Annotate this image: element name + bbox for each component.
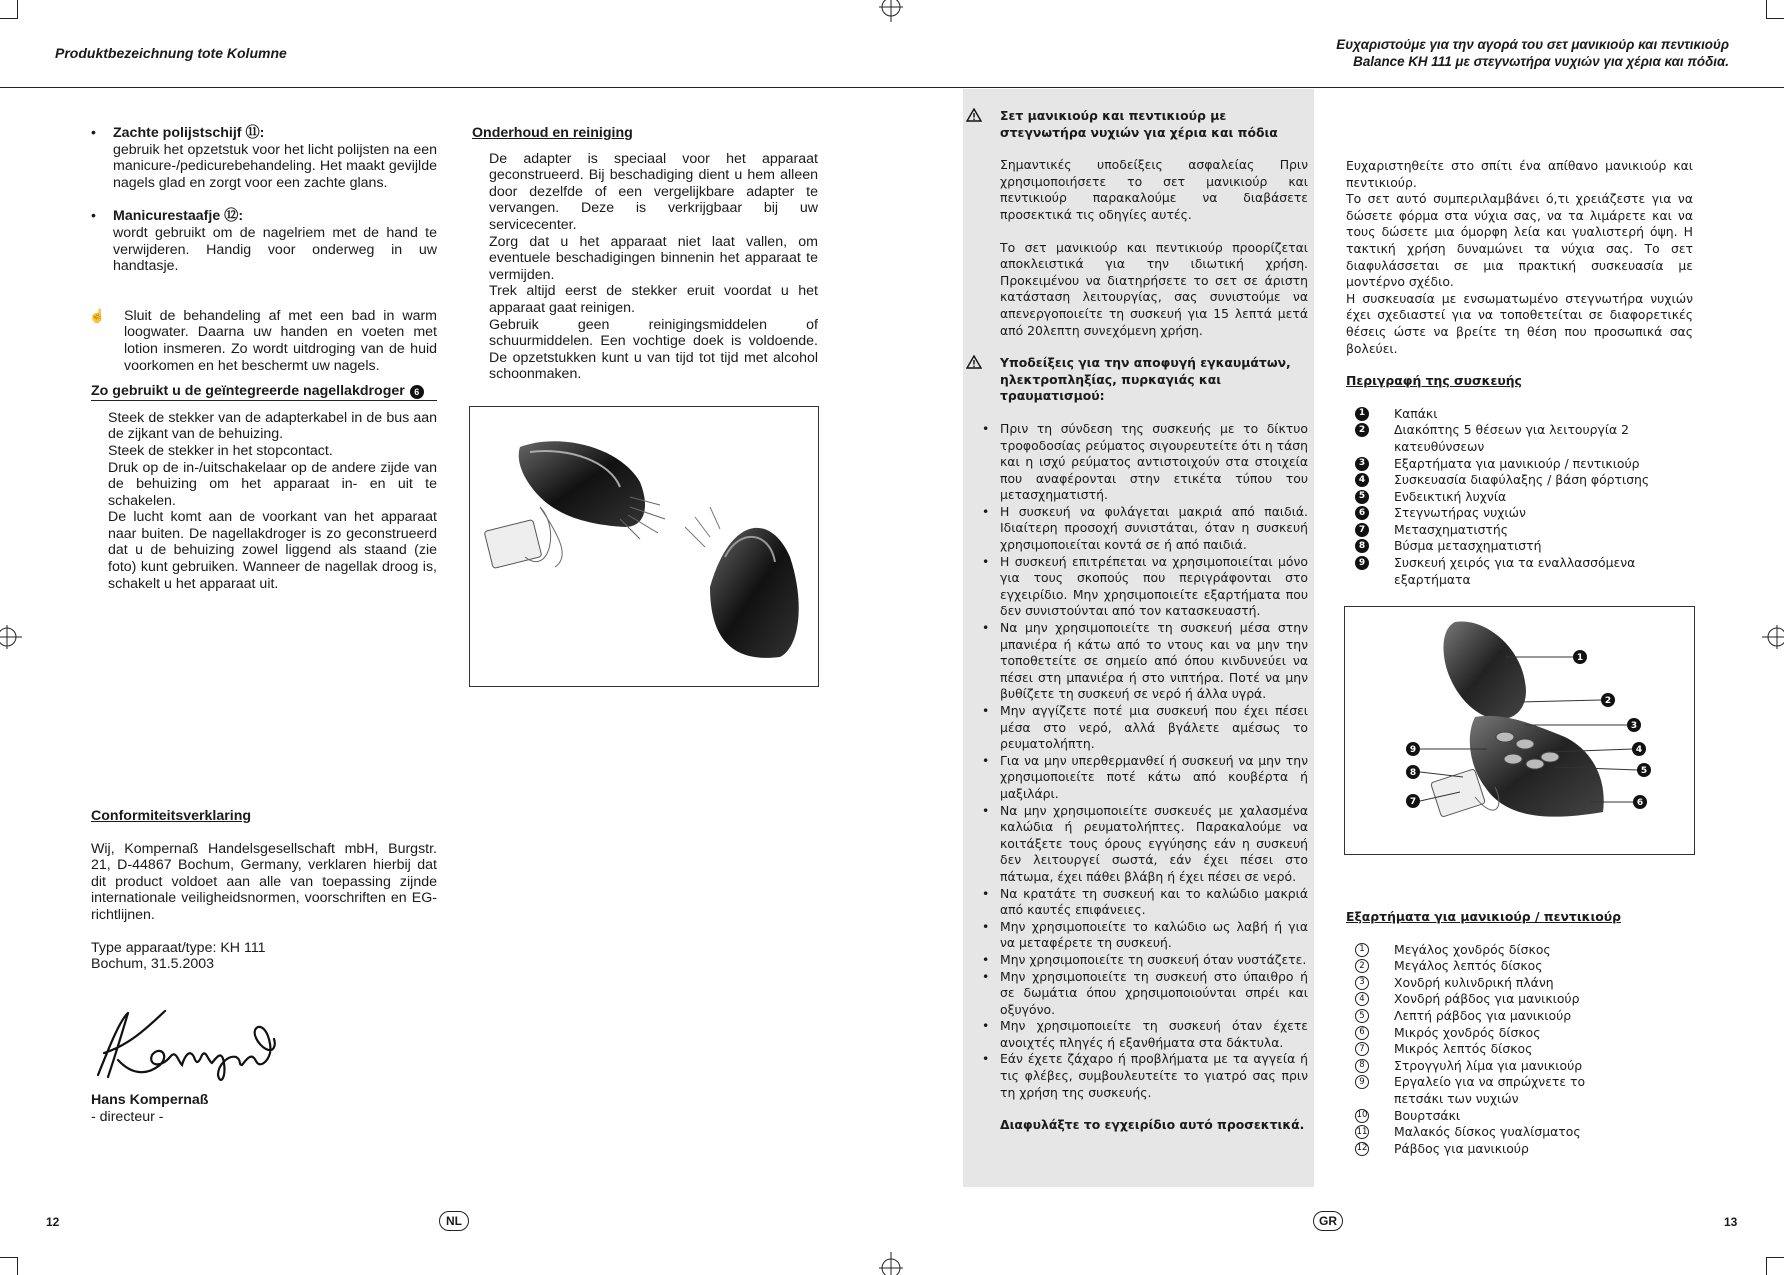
nl-tip	[91, 308, 437, 374]
gr-desc-item	[1346, 489, 1693, 506]
bullet-dot: •	[982, 420, 990, 436]
gr-safety-title: Σετ μανικιούρ και πεντικιούρ με στεγνωτήρα νυχιών για χέρια και πόδια	[1000, 108, 1278, 140]
accessory-label: Εργαλείο για να σπρώχνετε το πετσάκι των νυχιών	[1394, 1074, 1586, 1106]
figure-label: 9	[1409, 745, 1417, 755]
gr-acc-heading: Εξαρτήματα για μανικιούρ / πεντικιούρ	[1346, 909, 1622, 924]
gr-acc-item	[1346, 1008, 1693, 1025]
gr-desc-list	[1346, 406, 1693, 589]
header-right-title	[1336, 36, 1729, 70]
nl-tip-text: Sluit de behandeling af met een bad in warm loogwater. Daarna uw handen en voeten met lotion insmeren. Zo wordt uitdroging van de huid voorkomen en het beschermt uw nagels.	[124, 307, 437, 374]
header-left-title: Produktbezeichnung tote Kolumne	[55, 45, 287, 61]
gr-hazard-title: Υποδείξεις για την αποφυγή εγκαυμάτων, ηλεκτροπληξίας, πυρκαγιάς και τραυματισμού:	[1000, 355, 1291, 404]
crop-mark	[1766, 1257, 1784, 1258]
gr-hazard-item-text: Να μην χρησιμοποιείτε συσκευές με χαλασμένα καλώδια ή ρευματολήπτες. Παρακαλούμε να κοιτάξετε τους όρους εγγύησης εάν η συσκευή δεν λειτουργεί σωστά, εάν έχει πέσει στο πάτωμα, έχει πάθει βλάβη ή έχει πέσει σε νερό.	[1000, 802, 1308, 884]
bullet-dot: •	[982, 1018, 990, 1034]
part-label: Μετασχηματιστής	[1394, 521, 1509, 537]
nl-device-photo	[469, 406, 819, 687]
gr-thanks-text: Ευχαριστηθείτε στο σπίτι ένα απίθανο μανικιούρ και πεντικιούρ. Το σετ αυτό συμπεριλαμβάνει ό,τι χρειάζεστε για να δώσετε φόρμα στα νύχια σας, να τα λιμάρετε και να τους δώσετε μια όμορφη λεία και γυαλιστερή όψη. Η τακτική χρήση δυναμώνει τα νύχια σας. Το σετ διαφυλάσσεται σε μια πρακτική συσκευασία με μοντέρνο σχέδιο. Η συσκευασία με ενσωματωμένο στεγνωτήρα νυχιών έχει σχεδιαστεί για να τοποθετείται σε διαφορετικές θέσεις ώστε να βρείτε τη θέση που προσωπικά σας βολεύει.	[1346, 158, 1693, 356]
gr-acc-item	[1346, 1124, 1693, 1141]
figure-label: 3	[1630, 721, 1638, 731]
header-right-title-line1: Ευχαριστούμε για την αγορά του σετ μανικιούρ και πεντικιούρ	[1336, 37, 1729, 52]
gr-hazard-item	[982, 620, 1308, 703]
part-number: 5	[1355, 490, 1369, 504]
nl-conformity-heading: Conformiteitsverklaring	[91, 808, 252, 824]
nl-column-2	[472, 125, 818, 383]
part-label: Συσκευή χειρός για τα εναλλασσόμενα εξαρτήματα	[1394, 555, 1636, 587]
accessory-number: 12	[1355, 1142, 1369, 1156]
gr-hazard-item	[982, 969, 1308, 1019]
gr-desc-item	[1346, 456, 1693, 473]
gr-acc-item	[1346, 958, 1693, 975]
gr-hazard-item-text: Να κρατάτε τη συσκευή και το καλώδιο μακριά από καυτές επιφάνειες.	[1000, 885, 1308, 918]
bullet-dot: •	[982, 951, 990, 967]
gr-hazard-item	[982, 703, 1308, 753]
gr-hazard-item-text: Μην αγγίζετε ποτέ μια συσκευή που έχει πέσει μέσα στο νερό, αλλά βγάλετε αμέσως το ρευματολήπτη.	[1000, 703, 1308, 752]
accessory-number: 10	[1355, 1109, 1369, 1123]
gr-hazard-list	[982, 421, 1308, 1101]
gr-acc-item	[1346, 1074, 1693, 1107]
bullet-dot: •	[982, 553, 990, 569]
nl-bullet2-text: wordt gebruikt om de nagelriem met de hand te verwijderen. Handig voor onderweg in uw handtasje.	[113, 224, 437, 275]
gr-lang-badge: GR	[1313, 1211, 1343, 1231]
accessory-label: Βουρτσάκι	[1394, 1107, 1461, 1123]
part-label: Εξαρτήματα για μανικιούρ / πεντικιούρ	[1394, 455, 1640, 471]
part-label: Ενδεικτική λυχνία	[1394, 488, 1507, 504]
figure-label: 8	[1409, 768, 1417, 778]
gr-hazard-item	[982, 421, 1308, 504]
bullet-dot: •	[982, 802, 990, 818]
accessory-label: Μικρός λεπτός δίσκος	[1394, 1041, 1533, 1057]
gr-safety-title-row	[966, 108, 1308, 141]
gr-hazard-item	[982, 886, 1308, 919]
header-rule	[0, 87, 1784, 88]
part-number: 4	[1355, 473, 1369, 487]
gr-hazard-item	[982, 753, 1308, 803]
gr-hazard-item	[982, 504, 1308, 554]
crop-mark	[17, 1257, 18, 1275]
accessory-number: 9	[1355, 1075, 1369, 1089]
bullet-dot: •	[982, 620, 990, 636]
nl-care-heading: Onderhoud en reiniging	[472, 125, 633, 141]
registration-mark-right	[1762, 622, 1784, 652]
crop-mark	[1766, 0, 1767, 18]
gr-hazard-item-text: Η συσκευή επιτρέπεται να χρησιμοποιείται μόνο για τους σκοπούς που περιγράφονται στο εγχειρίδιο. Μην χρησιμοποιείτε εξαρτήματα που δεν συνιστούνται από τον κατασκευαστή.	[1000, 553, 1308, 619]
nl-column-1	[91, 125, 437, 592]
gr-acc-item	[1346, 1108, 1693, 1125]
nl-signatory-role: - directeur -	[91, 1108, 164, 1125]
gr-hazard-item	[982, 803, 1308, 886]
gr-hazard-item	[982, 1018, 1308, 1051]
gr-hazard-item	[982, 919, 1308, 952]
gr-acc-item	[1346, 975, 1693, 992]
nl-page-number: 12	[46, 1215, 60, 1229]
gr-hazard-item-text: Για να μην υπερθερμανθεί ή συσκευή να μην την χρησιμοποιείτε ποτέ κάτω από κουβέρτα ή μαξιλάρι.	[1000, 752, 1308, 801]
accessory-label: Ράβδος για μανικιούρ	[1394, 1140, 1529, 1156]
accessory-number: 2	[1355, 959, 1369, 973]
accessory-number: 5	[1355, 1009, 1369, 1023]
part-number: 2	[1355, 423, 1369, 437]
gr-hazard-item-text: Η συσκευή να φυλάγεται μακριά από παιδιά. Ιδιαίτερη προσοχή συνιστάται, όταν η συσκευή χρησιμοποιείται κοντά σε ή από παιδιά.	[1000, 503, 1308, 553]
bullet-dot: •	[982, 1051, 990, 1067]
nl-bullet-manicure-stick	[91, 208, 437, 274]
part-number: 8	[1355, 539, 1369, 553]
crop-mark	[0, 1257, 18, 1258]
gr-device-figure	[1344, 606, 1695, 855]
registration-mark-top	[876, 0, 906, 22]
accessory-label: Μεγάλος λεπτός δίσκος	[1394, 958, 1543, 974]
part-label: Βύσμα μετασχηματιστή	[1394, 538, 1542, 554]
gr-hazard-item	[982, 952, 1308, 969]
figure-label: 5	[1640, 766, 1648, 776]
gr-hazard-item-text: Μην χρησιμοποιείτε τη συσκευή όταν νυστάζετε.	[1000, 951, 1307, 967]
gr-desc-item	[1346, 522, 1693, 539]
bullet-dot: •	[982, 968, 990, 984]
crop-mark	[0, 18, 18, 19]
accessory-label: Μεγάλος χονδρός δίσκος	[1394, 941, 1551, 957]
figure-label: 1	[1576, 653, 1584, 663]
gr-hazard-item	[982, 1051, 1308, 1101]
gr-desc-item	[1346, 422, 1693, 455]
nl-dryer-heading-num: 6	[410, 385, 424, 399]
gr-safety-column	[966, 108, 1308, 1134]
nl-place-date: Bochum, 31.5.2003	[91, 956, 215, 973]
crop-mark	[1766, 1257, 1767, 1275]
part-number: 3	[1355, 457, 1369, 471]
warning-icon	[966, 355, 1000, 405]
accessory-number: 8	[1355, 1059, 1369, 1073]
gr-hazard-item-text: Μην χρησιμοποιείτε το καλώδιο ως λαβή ή για να μεταφέρετε τη συσκευή.	[1000, 918, 1308, 951]
nl-care-text: De adapter is speciaal voor het apparaat geconstrueerd. Bij beschadiging dient u hem alleen door dezelfde of een vergelijkbare adapter te vervangen. Deze is verkrijgbaar bij uw servicecenter. Zorg dat u het apparaat niet laat vallen, om eventuele beschadigingen binnenin het apparaat te vermijden. Trek altijd eerst de stekker eruit voordat u het apparaat gaat reinigen. Gebruik geen reinigingsmiddelen of schuurmiddelen. Een vochtige doek is voldoende. De opzetstukken kunt u van tijd tot tijd met alcohol schoonmaken.	[489, 150, 818, 383]
gr-hazard-item-text: Να μην χρησιμοποιείτε τη συσκευή μέσα στην μπανιέρα ή κάτω από το ντους και να μην την τοποθετείτε σε σημείο από όπου κινδυνεύει να πέσει στη μπανιέρα ή στο νιπτήρα. Ποτέ να μην βυθίζετε τη συσκευή σε νερό ή άλλα υγρά.	[1000, 620, 1308, 702]
figure-label: 2	[1604, 696, 1612, 706]
crop-mark	[17, 0, 18, 18]
nl-signatory	[91, 1092, 208, 1125]
gr-acc-item	[1346, 1041, 1693, 1058]
gr-desc-item	[1346, 472, 1693, 489]
figure-label: 7	[1409, 797, 1417, 807]
part-label: Καπάκι	[1394, 405, 1438, 421]
registration-mark-left	[0, 622, 22, 652]
gr-acc-item	[1346, 942, 1693, 959]
bullet-dot: •	[982, 918, 990, 934]
accessory-label: Μαλακός δίσκος γυαλίσματος	[1394, 1124, 1581, 1140]
accessory-label: Χονδρή ράβδος για μανικιούρ	[1394, 991, 1580, 1007]
nl-conformity-text: Wij, Kompernaß Handelsgesellschaft mbH, Burgstr. 21, D-44867 Bochum, Germany, verklaren hierbij dat dit product voldoet aan alle van toepassing zijnde internationale veiligheidsnormen, voorschriften en EG-richtlijnen.	[91, 840, 437, 923]
gr-keep-manual: Διαφυλάξτε το εγχειρίδιο αυτό προσεκτικά.	[1000, 1117, 1305, 1133]
manicure-device-diagram	[1345, 607, 1694, 854]
warning-icon	[966, 108, 1000, 141]
bullet-dot: •	[982, 503, 990, 519]
gr-desc-item	[1346, 505, 1693, 522]
part-label: Συσκευασία διαφύλαξης / βάση φόρτισης	[1394, 472, 1650, 488]
part-number: 7	[1355, 523, 1369, 537]
accessory-number: 3	[1355, 976, 1369, 990]
gr-hazard-item-text: Μην χρησιμοποιείτε τη συσκευή στο ύπαιθρο ή σε δωμάτια όπου χρησιμοποιούνται σπρέι και οξυγόνο.	[1000, 968, 1308, 1017]
accessory-number: 7	[1355, 1042, 1369, 1056]
gr-safety-intro: Σημαντικές υποδείξεις ασφαλείας Πριν χρησιμοποιήσετε το σετ μανικιούρ και πεντικιούρ παρακαλούμε να διαβάσετε προσεκτικά τις οδηγίες αυτές.	[1000, 157, 1308, 222]
gr-accessories	[1346, 909, 1693, 1157]
crop-mark	[1766, 18, 1784, 19]
accessory-number: 6	[1355, 1026, 1369, 1040]
bullet-dot: •	[91, 208, 96, 225]
registration-mark-bottom	[876, 1252, 906, 1275]
figure-label: 4	[1635, 745, 1643, 755]
accessory-label: Μικρός χονδρός δίσκος	[1394, 1024, 1541, 1040]
nl-signatory-name: Hans Kompernaß	[91, 1092, 209, 1108]
nail-dryer-illustration	[470, 407, 818, 686]
gr-acc-item	[1346, 1025, 1693, 1042]
bullet-dot: •	[982, 752, 990, 768]
nl-conformity	[91, 808, 437, 973]
gr-page-number: 13	[1724, 1215, 1738, 1229]
accessory-number: 11	[1355, 1125, 1369, 1139]
accessory-label: Στρογγυλή λίμα για μανικιούρ	[1394, 1057, 1583, 1073]
gr-hazard-item-text: Μην χρησιμοποιείτε τη συσκευή όταν έχετε ανοιχτές πληγές ή εξανθήματα στα δάκτυλα.	[1000, 1018, 1308, 1050]
part-number: 1	[1355, 407, 1369, 421]
signature-image	[90, 1005, 280, 1087]
bullet-dot: •	[982, 885, 990, 901]
nl-dryer-heading	[91, 383, 437, 401]
nl-dryer-text: Steek de stekker van de adapterkabel in de bus aan de zijkant van de behuizing. Steek de stekker in het stopcontact. Druk op de in-/uitschakelaar op de andere zijde van de behuizing om het apparaat in- en uit te schakelen. De lucht komt aan de voorkant van het apparaat naar buiten. De nagellakdroger is zo geconstrueerd dat u de behuizing zowel liggend als staand (zie foto) kunt gebruiken. Wanneer de nagellak droog is, schakelt u het apparaat uit.	[108, 409, 437, 592]
gr-desc-heading: Περιγραφή της συσκευής	[1346, 373, 1522, 389]
nl-bullet1-title: Zachte polijstschijf ⑪:	[113, 125, 265, 141]
gr-hazard-item	[982, 554, 1308, 620]
pointing-hand-icon: ☝	[89, 307, 106, 323]
gr-hazard-title-row	[966, 355, 1308, 405]
gr-hazard-item-text: Πριν τη σύνδεση της συσκευής με το δίκτυο τροφοδοσίας ρεύματος σιγουρευτείτε ότι η τάση και η ισχύ ρεύματος αντιστοιχούν στα στοιχεία που αναφέρονται στην ετικέτα τύπου του μετασχηματιστή.	[1000, 420, 1308, 503]
gr-purpose-text: Το σετ μανικιούρ και πεντικιούρ προορίζεται αποκλειστικά για την ιδιωτική χρήση. Προκειμένου να διατηρήσετε το σετ σε άριστη κατάσταση λειτουργίας, σας συνιστούμε να απενεργοποιείτε τη συσκευή για 15 λεπτά μετά από 20λεπτη συνεχόμενη χρήση.	[1000, 239, 1308, 338]
nl-bullet2-title: Manicurestaafje ⑫:	[113, 208, 244, 225]
gr-acc-item	[1346, 1141, 1693, 1158]
gr-desc-item	[1346, 538, 1693, 555]
gr-desc-item	[1346, 406, 1693, 423]
gr-desc-item	[1346, 555, 1693, 588]
accessory-number: 4	[1355, 992, 1369, 1006]
part-number: 6	[1355, 506, 1369, 520]
gr-column-2	[1346, 158, 1693, 588]
gr-acc-item	[1346, 1058, 1693, 1075]
accessory-number: 1	[1355, 943, 1369, 957]
gr-hazard-item-text: Εάν έχετε ζάχαρο ή προβλήματα με τα αγγεία ή τις φλέβες, συμβουλευτείτε το γιατρό σας πριν τη χρήση της συσκευής.	[1000, 1051, 1308, 1100]
part-number: 9	[1355, 556, 1369, 570]
bullet-dot: •	[982, 703, 990, 718]
accessory-label: Χονδρή κυλινδρική πλάνη	[1394, 974, 1554, 990]
figure-label: 6	[1636, 798, 1644, 808]
nl-bullet1-text: gebruik het opzetstuk voor het licht polijsten na een manicure-/pedicurebehandeling. Het maakt gevijlde nagels glad en zorgt voor een zachte glans.	[113, 141, 437, 191]
gr-acc-list	[1346, 942, 1693, 1158]
part-label: Στεγνωτήρας νυχιών	[1394, 505, 1526, 521]
nl-type-line: Type apparaat/type: KH 111	[91, 939, 266, 956]
nl-dryer-heading-text: Zo gebruikt u de geïntegreerde nagellakdroger	[91, 383, 405, 400]
accessory-label: Λεπτή ράβδος για μανικιούρ	[1394, 1007, 1572, 1023]
header-right-title-line2: Balance KH 111 με στεγνωτήρα νυχιών για χέρια και πόδια.	[1353, 54, 1729, 69]
gr-acc-item	[1346, 991, 1693, 1008]
nl-lang-badge: NL	[439, 1211, 469, 1231]
part-label: Διακόπτης 5 θέσεων για λειτουργία 2 κατευθύνσεων	[1394, 422, 1630, 454]
bullet-dot: •	[91, 125, 96, 141]
nl-bullet-polish-disc	[91, 125, 437, 191]
